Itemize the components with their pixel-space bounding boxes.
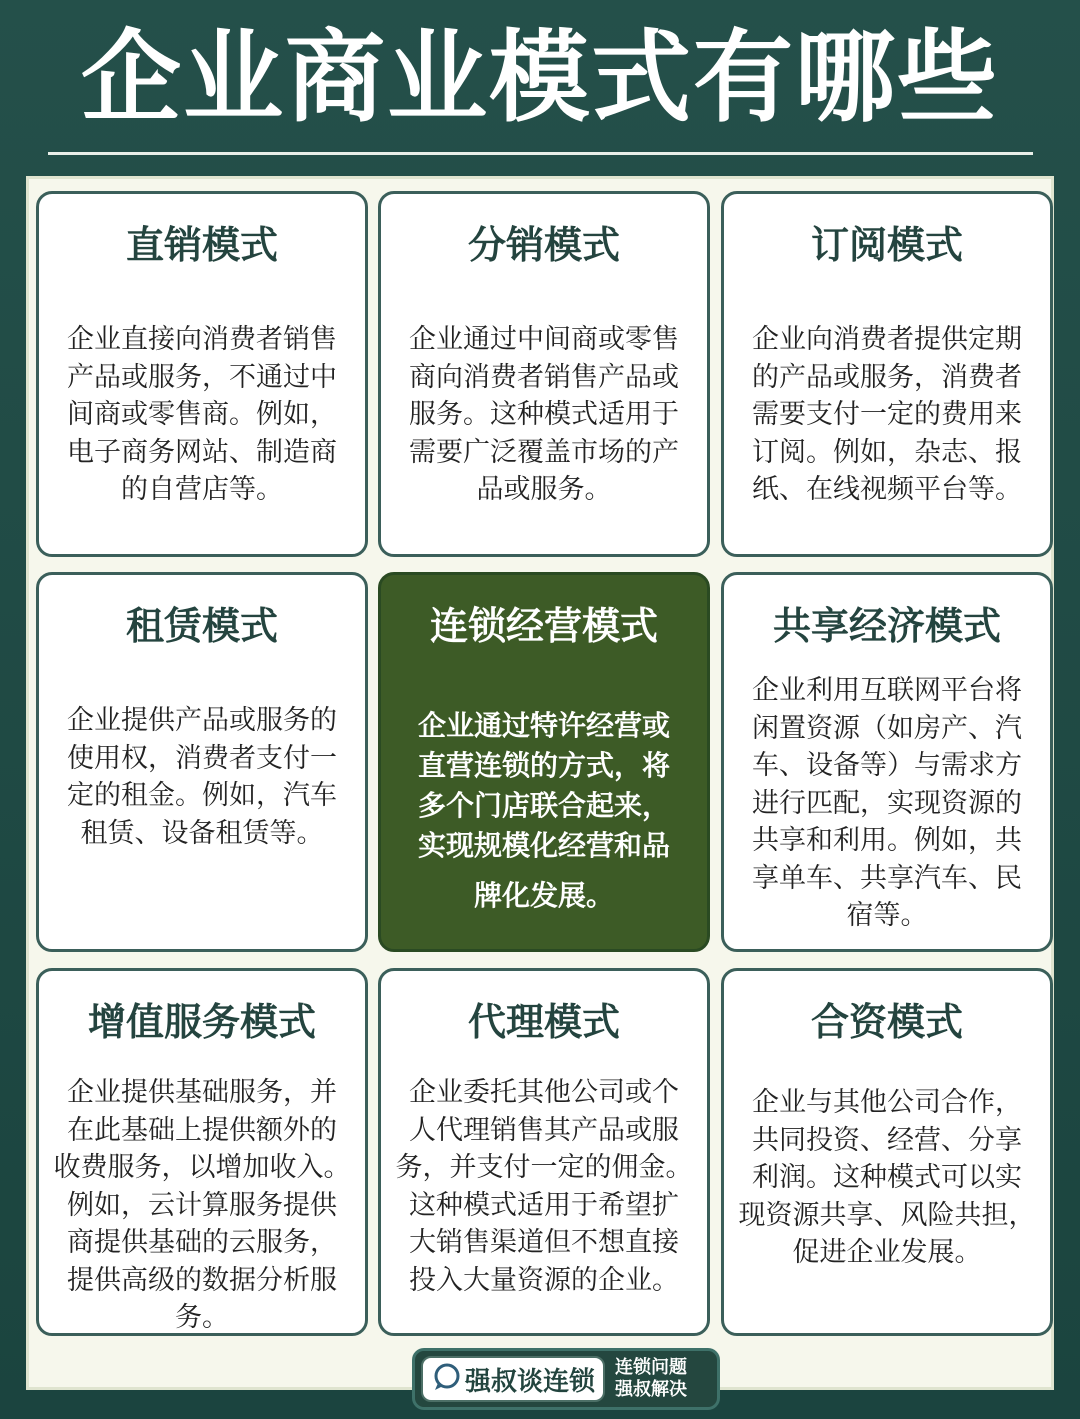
card-body [724, 321, 1050, 509]
card-line: 大销售渠道但不想直接 [409, 1227, 679, 1258]
card-line: 间商或零售商。例如， [67, 399, 337, 430]
card-line: 提供高级的数据分析服 [67, 1264, 337, 1296]
slogan-line: 连锁问题 [615, 1357, 688, 1378]
card-line: 现资源共享、风险共担， [738, 1199, 1036, 1231]
chat-bubble-icon [431, 1362, 461, 1396]
card-line: 共享和利用。例如，共 [752, 825, 1022, 856]
card-line: 服务。这种模式适用于 [409, 399, 679, 430]
card-line: 需要广泛覆盖市场的产 [409, 436, 679, 468]
card-title: 连锁经营模式 [429, 604, 658, 648]
card-body [39, 321, 365, 509]
card-title: 共享经济模式 [772, 604, 1001, 648]
brand-slogan [615, 1357, 687, 1401]
card-direct-sales [36, 191, 368, 557]
card-joint-venture [721, 968, 1053, 1336]
card-line: 享单车、共享汽车、民 [752, 862, 1022, 894]
card-title: 租赁模式 [125, 604, 278, 648]
card-line: 的自营店等。 [121, 474, 283, 505]
card-line: 投入大量资源的企业。 [409, 1264, 679, 1296]
card-body [724, 672, 1050, 935]
card-line: 直营连锁的方式，将 [417, 749, 670, 782]
card-line: 品或服务。 [476, 474, 612, 505]
card-leasing [36, 572, 368, 952]
card-line: 企业向消费者提供定期 [752, 324, 1022, 355]
card-line: 电子商务网站、制造商 [67, 436, 337, 468]
card-line: 促进企业发展。 [792, 1237, 982, 1268]
card-line: 企业利用互联网平台将 [752, 675, 1022, 706]
card-line: 这种模式适用于希望扩 [409, 1189, 679, 1221]
card-line: 定的租金。例如，汽车 [67, 780, 337, 811]
card-line: 人代理销售其产品或服 [409, 1114, 679, 1146]
card-body [39, 1074, 365, 1336]
card-line: 利润。这种模式可以实 [752, 1162, 1022, 1193]
card-line: 进行匹配，实现资源的 [752, 787, 1022, 819]
brand-name: 强叔谈连锁 [465, 1366, 596, 1397]
card-line: 企业通过特许经营或 [417, 709, 670, 742]
card-body [381, 1074, 707, 1299]
card-title: 合资模式 [810, 1000, 963, 1044]
card-line: 企业提供基础服务，并 [67, 1077, 337, 1108]
card-line: 企业通过中间商或零售 [409, 324, 679, 355]
card-line: 共同投资、经营、分享 [752, 1124, 1022, 1156]
card-line: 产品或服务，不通过中 [67, 361, 337, 393]
card-line: 需要支付一定的费用来 [752, 399, 1022, 430]
card-line: 纸、在线视频平台等。 [752, 474, 1022, 505]
card-line: 牌化发展。 [473, 879, 614, 912]
card-title: 直销模式 [125, 223, 278, 267]
card-line: 闲置资源（如房产、汽 [752, 712, 1022, 744]
card-distribution [378, 191, 710, 557]
card-line: 实现规模化经营和品 [417, 829, 670, 862]
card-subscription [721, 191, 1053, 557]
card-title: 分销模式 [467, 223, 620, 267]
card-line: 务，并支付一定的佣金。 [395, 1152, 693, 1183]
card-line: 的产品或服务，消费者 [752, 361, 1022, 393]
card-line: 企业与其他公司合作， [752, 1087, 1022, 1118]
card-line: 订阅。例如，杂志、报 [752, 436, 1022, 468]
card-line: 商提供基础的云服务， [67, 1227, 337, 1258]
card-body [39, 702, 365, 852]
brand-badge [412, 1348, 720, 1410]
card-line: 例如，云计算服务提供 [67, 1189, 337, 1221]
page-title: 企业商业模式有哪些 [81, 19, 999, 136]
card-line: 企业直接向消费者销售 [67, 324, 337, 355]
title-divider [48, 152, 1033, 155]
card-line: 使用权，消费者支付一 [67, 742, 337, 774]
card-line: 在此基础上提供额外的 [67, 1114, 337, 1146]
card-line: 商向消费者销售产品或 [409, 361, 679, 393]
card-chain-operation [378, 572, 710, 952]
card-body [381, 321, 707, 509]
card-line: 车、设备等）与需求方 [752, 750, 1022, 781]
card-line: 企业委托其他公司或个 [409, 1077, 679, 1108]
card-line: 租赁、设备租赁等。 [80, 817, 324, 849]
card-title: 增值服务模式 [87, 1000, 316, 1044]
card-line: 收费服务，以增加收入。 [53, 1152, 351, 1183]
card-sharing-economy [721, 572, 1053, 952]
card-title: 订阅模式 [810, 223, 963, 267]
brand-name-pill [421, 1356, 605, 1402]
card-agency [378, 968, 710, 1336]
card-line: 多个门店联合起来， [417, 789, 670, 822]
card-line: 务。 [175, 1302, 229, 1333]
card-body [724, 1084, 1050, 1272]
card-value-added-services [36, 968, 368, 1336]
card-line: 企业提供产品或服务的 [67, 705, 337, 736]
card-body [381, 706, 707, 916]
card-line: 宿等。 [846, 900, 928, 931]
slogan-line: 强叔解决 [615, 1379, 688, 1400]
card-title: 代理模式 [467, 1000, 620, 1044]
